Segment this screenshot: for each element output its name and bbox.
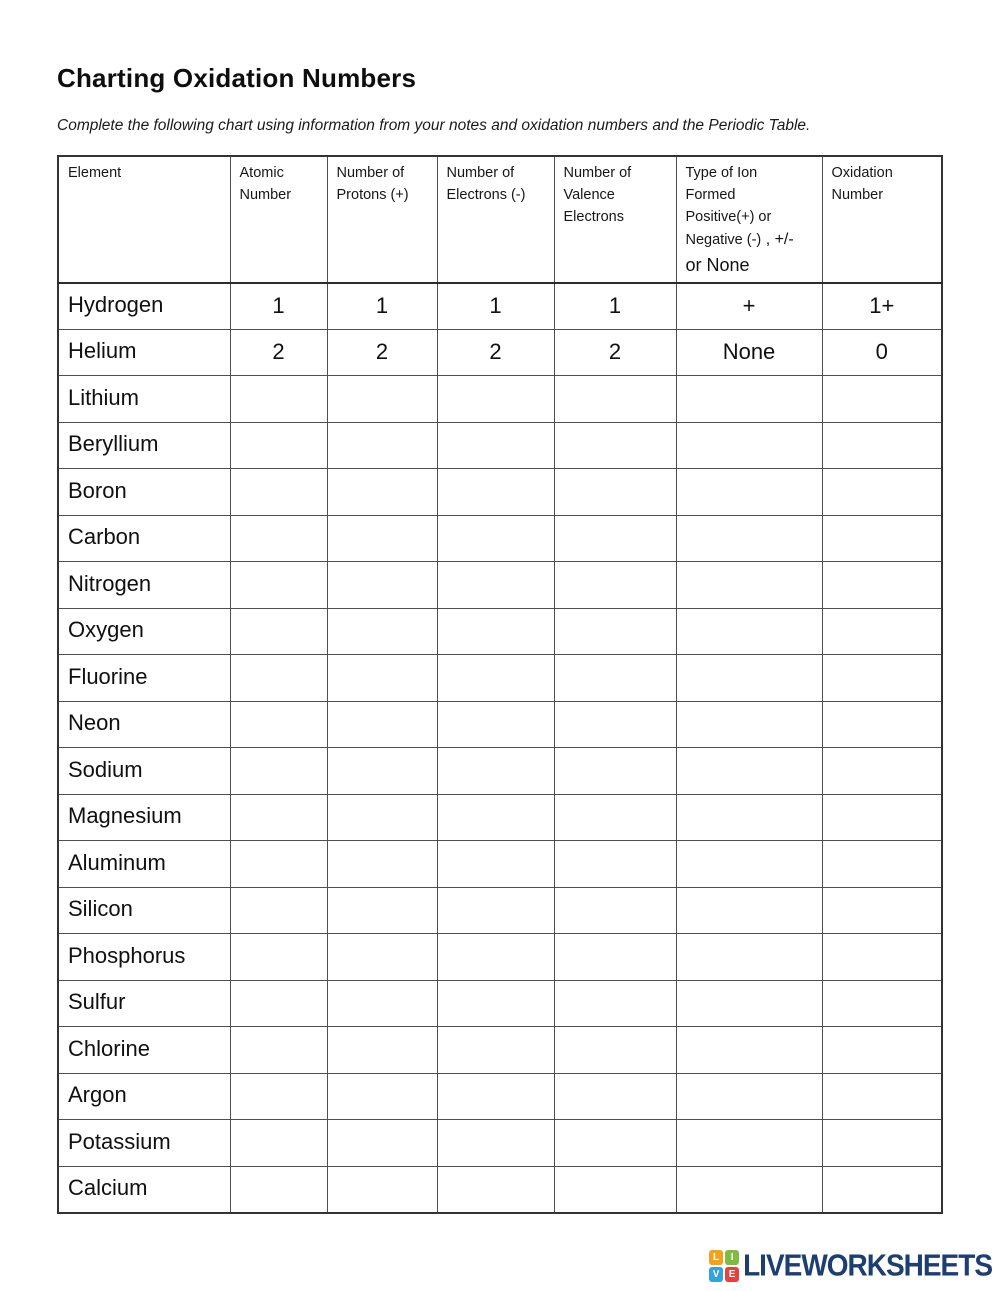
element-name: Sulfur xyxy=(58,980,230,1027)
answer-cell-protons[interactable] xyxy=(327,1120,437,1167)
answer-cell-atomic-number[interactable] xyxy=(230,1166,327,1213)
header-filled-answer-line: or None xyxy=(685,255,750,276)
table-row-magnesium xyxy=(58,794,942,841)
header-line: Type of Ion xyxy=(685,165,758,181)
table-row-sodium xyxy=(58,748,942,795)
column-header-ion-type xyxy=(676,156,822,283)
answer-cell-valence-electrons[interactable] xyxy=(554,934,676,981)
answer-cell-oxidation-number[interactable] xyxy=(822,608,942,655)
element-name: Magnesium xyxy=(58,794,230,841)
header-line: Number of xyxy=(336,165,405,181)
answer-cell-electrons[interactable] xyxy=(437,515,554,562)
table-row-chlorine xyxy=(58,1027,942,1074)
answer-cell-electrons[interactable] xyxy=(437,469,554,516)
answer-cell-atomic-number[interactable] xyxy=(230,376,327,423)
answer-cell-valence-electrons[interactable] xyxy=(554,701,676,748)
answer-cell-ion-type[interactable] xyxy=(676,1073,822,1120)
table-row-oxygen xyxy=(58,608,942,655)
element-name: Calcium xyxy=(58,1166,230,1213)
answer-cell-electrons[interactable] xyxy=(437,1073,554,1120)
answer-cell-protons[interactable]: 2 xyxy=(327,329,437,376)
answer-cell-electrons[interactable] xyxy=(437,934,554,981)
answer-cell-oxidation-number[interactable]: 0 xyxy=(822,329,942,376)
answer-cell-electrons[interactable] xyxy=(437,1027,554,1074)
answer-cell-atomic-number[interactable] xyxy=(230,422,327,469)
answer-cell-oxidation-number[interactable] xyxy=(822,887,942,934)
answer-cell-ion-type[interactable]: None xyxy=(676,329,822,376)
logo-tile-e: E xyxy=(725,1267,739,1282)
header-line: Number of xyxy=(563,165,632,181)
answer-cell-ion-type[interactable] xyxy=(676,1027,822,1074)
header-filled-answer: , +/- xyxy=(761,231,794,249)
header-line: Formed xyxy=(685,186,736,203)
element-name: Phosphorus xyxy=(58,934,230,981)
column-header-element xyxy=(58,156,230,283)
answer-cell-ion-type[interactable] xyxy=(676,376,822,423)
answer-cell-atomic-number[interactable]: 2 xyxy=(230,329,327,376)
element-name: Helium xyxy=(58,329,230,376)
table-row-nitrogen xyxy=(58,562,942,609)
answer-cell-protons[interactable] xyxy=(327,655,437,702)
answer-cell-valence-electrons[interactable] xyxy=(554,422,676,469)
answer-cell-ion-type[interactable] xyxy=(676,1120,822,1167)
answer-cell-oxidation-number[interactable] xyxy=(822,655,942,702)
answer-cell-protons[interactable] xyxy=(327,376,437,423)
table-row-helium xyxy=(58,329,942,376)
answer-cell-electrons[interactable] xyxy=(437,376,554,423)
answer-cell-oxidation-number[interactable] xyxy=(822,980,942,1027)
answer-cell-protons[interactable] xyxy=(327,701,437,748)
header-line: Number of xyxy=(446,165,515,181)
answer-cell-oxidation-number[interactable] xyxy=(822,1120,942,1167)
answer-cell-oxidation-number[interactable] xyxy=(822,1027,942,1074)
answer-cell-atomic-number[interactable] xyxy=(230,934,327,981)
column-header-electrons xyxy=(437,156,554,283)
answer-cell-atomic-number[interactable] xyxy=(230,887,327,934)
table-row-argon xyxy=(58,1073,942,1120)
answer-cell-valence-electrons[interactable] xyxy=(554,1120,676,1167)
header-line: Element xyxy=(68,165,122,181)
table-row-lithium xyxy=(58,376,942,423)
header-line: Atomic xyxy=(239,165,284,181)
column-header-atomic-number xyxy=(230,156,327,283)
answer-cell-electrons[interactable] xyxy=(437,1120,554,1167)
table-row-sulfur xyxy=(58,980,942,1027)
answer-cell-protons[interactable] xyxy=(327,794,437,841)
answer-cell-valence-electrons[interactable] xyxy=(554,1027,676,1074)
answer-cell-atomic-number[interactable] xyxy=(230,1073,327,1120)
answer-cell-protons[interactable] xyxy=(327,934,437,981)
table-row-carbon xyxy=(58,515,942,562)
answer-cell-atomic-number[interactable] xyxy=(230,608,327,655)
header-line: Valence xyxy=(563,186,615,203)
answer-cell-oxidation-number[interactable] xyxy=(822,748,942,795)
answer-cell-oxidation-number[interactable] xyxy=(822,1166,942,1213)
answer-cell-ion-type[interactable] xyxy=(676,794,822,841)
answer-cell-ion-type[interactable] xyxy=(676,980,822,1027)
header-line: Negative (-) , +/- xyxy=(685,231,794,249)
column-header-protons xyxy=(327,156,437,283)
header-line: Number xyxy=(831,186,884,203)
answer-cell-ion-type[interactable] xyxy=(676,701,822,748)
answer-cell-atomic-number[interactable] xyxy=(230,562,327,609)
answer-cell-ion-type[interactable]: + xyxy=(676,283,822,330)
answer-cell-protons[interactable] xyxy=(327,841,437,888)
answer-cell-ion-type[interactable] xyxy=(676,562,822,609)
answer-cell-protons[interactable] xyxy=(327,562,437,609)
element-name: Nitrogen xyxy=(58,562,230,609)
answer-cell-protons[interactable] xyxy=(327,1027,437,1074)
answer-cell-valence-electrons[interactable] xyxy=(554,655,676,702)
answer-cell-ion-type[interactable] xyxy=(676,934,822,981)
answer-cell-valence-electrons[interactable] xyxy=(554,748,676,795)
element-name: Boron xyxy=(58,469,230,516)
element-name: Argon xyxy=(58,1073,230,1120)
answer-cell-protons[interactable] xyxy=(327,887,437,934)
answer-cell-protons[interactable] xyxy=(327,1073,437,1120)
column-header-valence-electrons xyxy=(554,156,676,283)
answer-cell-valence-electrons[interactable]: 1 xyxy=(554,283,676,330)
answer-cell-electrons[interactable]: 2 xyxy=(437,329,554,376)
answer-cell-ion-type[interactable] xyxy=(676,515,822,562)
answer-cell-oxidation-number[interactable] xyxy=(822,841,942,888)
answer-cell-valence-electrons[interactable] xyxy=(554,515,676,562)
element-name: Neon xyxy=(58,701,230,748)
logo-tile-i: I xyxy=(725,1250,739,1265)
answer-cell-electrons[interactable] xyxy=(437,422,554,469)
table-row-calcium xyxy=(58,1166,942,1213)
answer-cell-valence-electrons[interactable] xyxy=(554,1166,676,1213)
table-row-hydrogen xyxy=(58,283,942,330)
liveworksheets-icon xyxy=(709,1250,739,1282)
answer-cell-valence-electrons[interactable] xyxy=(554,469,676,516)
answer-cell-electrons[interactable] xyxy=(437,748,554,795)
answer-cell-protons[interactable] xyxy=(327,1166,437,1213)
table-row-beryllium xyxy=(58,422,942,469)
answer-cell-ion-type[interactable] xyxy=(676,841,822,888)
column-header-oxidation-number xyxy=(822,156,942,283)
logo-tile-l: L xyxy=(709,1250,723,1265)
table-header-row xyxy=(58,156,942,283)
answer-cell-atomic-number[interactable] xyxy=(230,1120,327,1167)
element-name: Hydrogen xyxy=(58,283,230,330)
element-name: Potassium xyxy=(58,1120,230,1167)
answer-cell-electrons[interactable] xyxy=(437,887,554,934)
answer-cell-protons[interactable] xyxy=(327,980,437,1027)
element-name: Beryllium xyxy=(58,422,230,469)
instruction-text: Complete the following chart using information from your notes and oxidation numbers and the Periodic Table. xyxy=(57,117,811,134)
answer-cell-electrons[interactable] xyxy=(437,841,554,888)
answer-cell-protons[interactable] xyxy=(327,515,437,562)
answer-cell-valence-electrons[interactable] xyxy=(554,794,676,841)
header-line: Protons (+) xyxy=(336,186,409,203)
answer-cell-electrons[interactable] xyxy=(437,1166,554,1213)
answer-cell-protons[interactable] xyxy=(327,748,437,795)
answer-cell-valence-electrons[interactable] xyxy=(554,980,676,1027)
header-line: Electrons (-) xyxy=(446,186,526,203)
answer-cell-ion-type[interactable] xyxy=(676,887,822,934)
element-name: Chlorine xyxy=(58,1027,230,1074)
answer-cell-atomic-number[interactable] xyxy=(230,515,327,562)
answer-cell-atomic-number[interactable] xyxy=(230,748,327,795)
answer-cell-atomic-number[interactable]: 1 xyxy=(230,283,327,330)
answer-cell-atomic-number[interactable] xyxy=(230,841,327,888)
answer-cell-atomic-number[interactable] xyxy=(230,980,327,1027)
answer-cell-electrons[interactable] xyxy=(437,701,554,748)
answer-cell-oxidation-number[interactable] xyxy=(822,469,942,516)
answer-cell-oxidation-number[interactable] xyxy=(822,794,942,841)
answer-cell-oxidation-number[interactable]: 1+ xyxy=(822,283,942,330)
table-row-silicon xyxy=(58,887,942,934)
answer-cell-valence-electrons[interactable] xyxy=(554,608,676,655)
table-row-fluorine xyxy=(58,655,942,702)
answer-cell-ion-type[interactable] xyxy=(676,1166,822,1213)
element-name: Sodium xyxy=(58,748,230,795)
element-name: Lithium xyxy=(58,376,230,423)
oxidation-chart-table xyxy=(57,155,943,1214)
answer-cell-protons[interactable] xyxy=(327,608,437,655)
element-name: Oxygen xyxy=(58,608,230,655)
answer-cell-electrons[interactable] xyxy=(437,608,554,655)
element-name: Fluorine xyxy=(58,655,230,702)
answer-cell-atomic-number[interactable] xyxy=(230,794,327,841)
table-row-neon xyxy=(58,701,942,748)
answer-cell-oxidation-number[interactable] xyxy=(822,934,942,981)
header-line: Oxidation xyxy=(831,165,893,181)
answer-cell-protons[interactable] xyxy=(327,469,437,516)
answer-cell-electrons[interactable] xyxy=(437,794,554,841)
header-line: Number xyxy=(239,186,292,203)
liveworksheets-logo xyxy=(709,1250,992,1282)
answer-cell-valence-electrons[interactable] xyxy=(554,1073,676,1120)
answer-cell-oxidation-number[interactable] xyxy=(822,1073,942,1120)
answer-cell-oxidation-number[interactable] xyxy=(822,376,942,423)
answer-cell-ion-type[interactable] xyxy=(676,748,822,795)
liveworksheets-logo-text: LIVEWORKSHEETS xyxy=(743,1248,992,1283)
answer-cell-electrons[interactable]: 1 xyxy=(437,283,554,330)
element-name: Carbon xyxy=(58,515,230,562)
answer-cell-oxidation-number[interactable] xyxy=(822,701,942,748)
answer-cell-ion-type[interactable] xyxy=(676,422,822,469)
table-row-boron xyxy=(58,469,942,516)
answer-cell-valence-electrons[interactable] xyxy=(554,376,676,423)
answer-cell-valence-electrons[interactable] xyxy=(554,887,676,934)
answer-cell-oxidation-number[interactable] xyxy=(822,515,942,562)
answer-cell-protons[interactable]: 1 xyxy=(327,283,437,330)
answer-cell-protons[interactable] xyxy=(327,422,437,469)
answer-cell-electrons[interactable] xyxy=(437,655,554,702)
answer-cell-ion-type[interactable] xyxy=(676,608,822,655)
answer-cell-valence-electrons[interactable] xyxy=(554,841,676,888)
answer-cell-atomic-number[interactable] xyxy=(230,701,327,748)
element-name: Aluminum xyxy=(58,841,230,888)
answer-cell-electrons[interactable] xyxy=(437,980,554,1027)
answer-cell-atomic-number[interactable] xyxy=(230,655,327,702)
answer-cell-ion-type[interactable] xyxy=(676,655,822,702)
answer-cell-atomic-number[interactable] xyxy=(230,1027,327,1074)
table-row-potassium xyxy=(58,1120,942,1167)
answer-cell-ion-type[interactable] xyxy=(676,469,822,516)
answer-cell-electrons[interactable] xyxy=(437,562,554,609)
answer-cell-valence-electrons[interactable]: 2 xyxy=(554,329,676,376)
answer-cell-oxidation-number[interactable] xyxy=(822,562,942,609)
logo-tile-v: V xyxy=(709,1267,723,1282)
header-line: Positive(+) or xyxy=(685,208,772,225)
element-name: Silicon xyxy=(58,887,230,934)
answer-cell-atomic-number[interactable] xyxy=(230,469,327,516)
header-line: Electrons xyxy=(563,208,624,225)
table-row-aluminum xyxy=(58,841,942,888)
answer-cell-oxidation-number[interactable] xyxy=(822,422,942,469)
answer-cell-valence-electrons[interactable] xyxy=(554,562,676,609)
page-title: Charting Oxidation Numbers xyxy=(57,63,417,93)
table-row-phosphorus xyxy=(58,934,942,981)
